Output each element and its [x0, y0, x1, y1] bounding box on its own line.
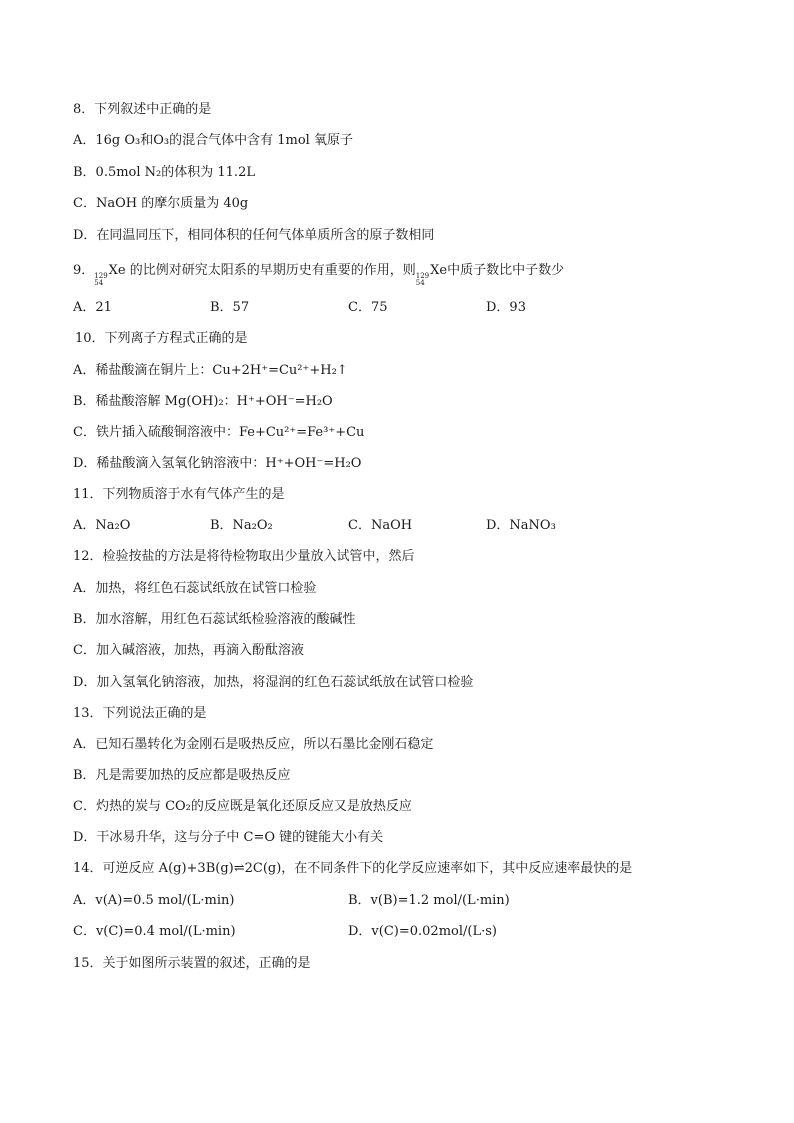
q11-option-d: D．NaNO₃: [486, 518, 556, 533]
q14-option-a: A．v(A)=0.5 mol/(L·min): [73, 893, 235, 908]
q11-stem: 11．下列物质溶于水有气体产生的是: [73, 487, 285, 502]
q13-option-b: B．凡是需要加热的反应都是吸热反应: [73, 768, 291, 783]
q8-stem: 8．下列叙述中正确的是: [73, 102, 212, 117]
q12-option-b: B．加水溶解，用红色石蕊试纸检验溶液的酸碱性: [73, 612, 356, 627]
q13-stem: 13．下列说法正确的是: [73, 706, 207, 721]
q12-option-a: A．加热，将红色石蕊试纸放在试管口检验: [73, 581, 317, 596]
q11-option-a: A．Na₂O: [73, 518, 131, 533]
q10-option-b: B．稀盐酸溶解 Mg(OH)₂：H⁺+OH⁻=H₂O: [73, 394, 333, 409]
q9-option-a: A．21: [73, 300, 112, 315]
q9-isotope-notation: 129 54: [94, 272, 108, 287]
q9-stem: 9． 129 54 Xe 的比例对研究太阳系的早期历史有重要的作用，则 129 54 Xe中质子数比中子数少: [73, 263, 565, 287]
q10-option-d: D．稀盐酸滴入氢氧化钠溶液中：H⁺+OH⁻=H₂O: [73, 456, 362, 471]
q14-option-c: C．v(C)=0.4 mol/(L·min): [73, 924, 236, 939]
q13-option-d: D．干冰易升华，这与分子中 C=O 键的键能大小有关: [73, 830, 384, 845]
q12-option-d: D．加入氢氧化钠溶液，加热，将湿润的红色石蕊试纸放在试管口检验: [73, 675, 474, 690]
q10-stem: 10．下列离子方程式正确的是: [75, 331, 248, 346]
q12-stem: 12．检验按盐的方法是将待检物取出少量放入试管中，然后: [73, 549, 415, 564]
q9-isotope-notation-2: 129 54: [415, 272, 430, 287]
q13-option-c: C．灼热的炭与 CO₂的反应既是氧化还原反应又是放热反应: [73, 799, 412, 814]
q13-option-a: A．已知石墨转化为金刚石是吸热反应，所以石墨比金刚石稳定: [73, 737, 434, 752]
q8-option-a: A．16g O₃和O₃的混合气体中含有 1mol 氧原子: [73, 133, 353, 148]
q10-option-a: A．稀盐酸滴在铜片上：Cu+2H⁺=Cu²⁺+H₂↑: [73, 363, 348, 378]
q14-option-d: D．v(C)=0.02mol/(L·s): [348, 924, 497, 939]
q15-stem: 15．关于如图所示装置的叙述，正确的是: [73, 956, 311, 971]
q8-option-b: B．0.5mol N₂的体积为 11.2L: [73, 165, 255, 180]
q11-option-c: C．NaOH: [348, 518, 413, 533]
q14-stem: 14．可逆反应 A(g)+3B(g)⇌2C(g)，在不同条件下的化学反应速率如下，其中反应速率最快的是: [73, 861, 633, 876]
q14-option-b: B．v(B)=1.2 mol/(L·min): [348, 893, 510, 908]
q9-option-c: C．75: [348, 300, 388, 315]
q9-option-b: B．57: [210, 300, 250, 315]
q8-option-d: D．在同温同压下，相同体积的任何气体单质所含的原子数相同: [73, 228, 435, 243]
q8-option-c: C．NaOH 的摩尔质量为 40g: [73, 196, 249, 211]
q9-option-d: D．93: [486, 300, 526, 315]
q12-option-c: C．加入碱溶液，加热，再滴入酚酞溶液: [73, 643, 304, 658]
q11-option-b: B．Na₂O₂: [210, 518, 273, 533]
q10-option-c: C．铁片插入硫酸铜溶液中：Fe+Cu²⁺=Fe³⁺+Cu: [73, 425, 365, 440]
